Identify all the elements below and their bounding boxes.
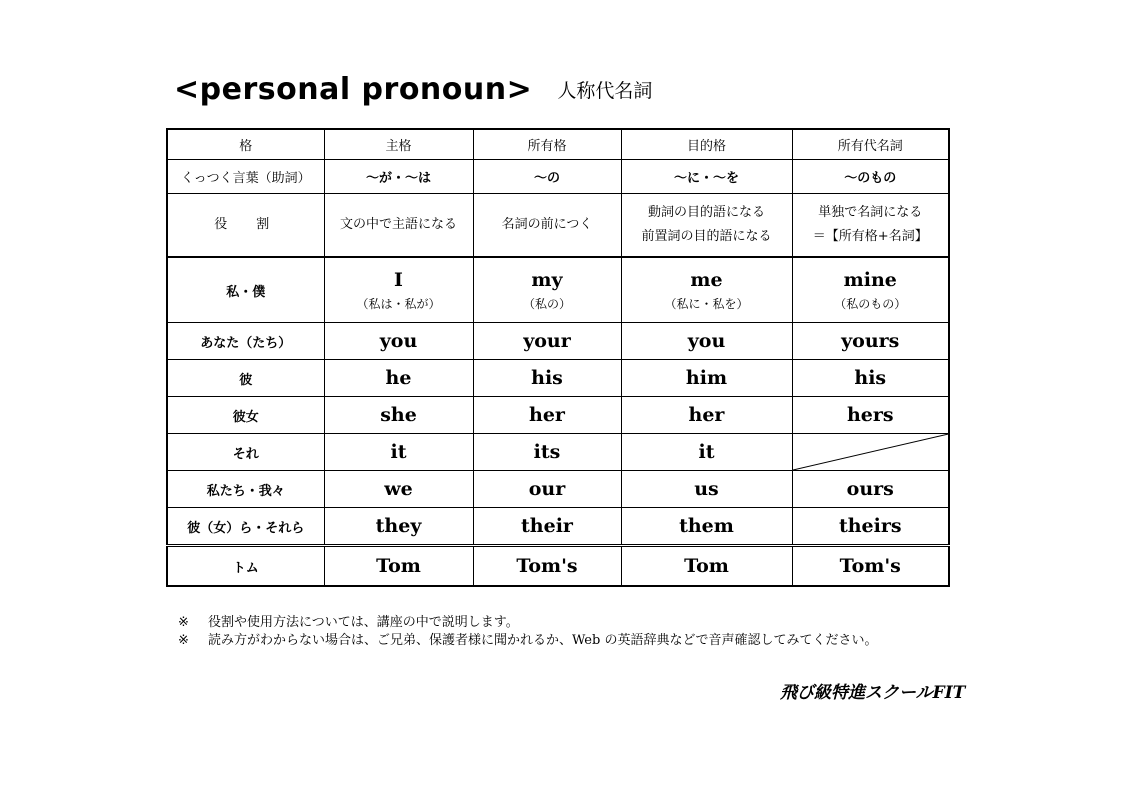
particle-cell: ～に・～を [621, 160, 792, 194]
empty-cell-diagonal [792, 434, 949, 471]
role-line: 名詞の前につく [501, 217, 593, 232]
pronoun-word: his [531, 367, 563, 389]
pronoun-word: ours [846, 478, 894, 500]
pronoun-row-we [167, 471, 949, 508]
header-row [167, 129, 949, 160]
pronoun-gloss: （私のもの） [834, 296, 907, 311]
pronoun-word: me [690, 268, 723, 291]
pronoun-word: he [385, 367, 412, 389]
pronoun-cell [473, 434, 621, 471]
pronoun-word: him [685, 367, 728, 389]
pronoun-gloss: （私に・私を） [664, 296, 749, 311]
pronoun-word: mine [843, 268, 897, 291]
role-label: 役 割 [167, 194, 324, 258]
header-objective: 目的格 [621, 129, 792, 160]
pronoun-cell [324, 508, 473, 546]
pronoun-cell [473, 546, 621, 587]
row-label: 私たち・我々 [167, 471, 324, 508]
particle-cell: ～のもの [792, 160, 949, 194]
pronoun-row-he [167, 360, 949, 397]
pronoun-row-it [167, 434, 949, 471]
pronoun-word: Tom [376, 555, 421, 577]
title-english: <personal pronoun> [174, 72, 533, 107]
pronoun-word: theirs [838, 515, 902, 537]
pronoun-row-they [167, 508, 949, 546]
pronoun-cell [324, 323, 473, 360]
row-label: 彼 [167, 360, 324, 397]
note-line [178, 614, 877, 632]
pronoun-cell [473, 360, 621, 397]
pronoun-cell [473, 471, 621, 508]
pronoun-word: its [533, 441, 561, 463]
pronoun-word: Tom [684, 555, 729, 577]
role-line: 文の中で主語になる [339, 217, 457, 232]
pronoun-gloss: （私は・私が） [356, 296, 441, 311]
note-line [178, 632, 877, 650]
pronoun-word: her [529, 404, 565, 426]
pronoun-cell [621, 546, 792, 587]
pronoun-word: their [521, 515, 573, 537]
pronoun-word: yours [841, 330, 900, 352]
row-label: トム [167, 546, 324, 587]
header-possessive-pronoun: 所有代名詞 [792, 129, 949, 160]
pronoun-word: my [531, 268, 563, 291]
pronoun-cell [792, 323, 949, 360]
pronoun-word: I [394, 268, 403, 291]
notes [178, 614, 877, 650]
pronoun-word: we [384, 478, 413, 500]
pronoun-cell [792, 360, 949, 397]
header-nominative: 主格 [324, 129, 473, 160]
header-case: 格 [167, 129, 324, 160]
role-line: 単独で名詞になる [818, 205, 923, 220]
row-label: 私・僕 [167, 257, 324, 323]
pronoun-cell [324, 360, 473, 397]
pronoun-row-i [167, 257, 949, 323]
particle-row [167, 160, 949, 194]
row-label: それ [167, 434, 324, 471]
title-japanese: 人称代名詞 [557, 80, 653, 102]
note-mark: ※ [178, 615, 189, 630]
page-title [174, 72, 652, 107]
pronoun-cell [621, 323, 792, 360]
pronoun-row-tom [167, 546, 949, 587]
pronoun-cell [792, 508, 949, 546]
role-cell [324, 194, 473, 258]
pronoun-cell [324, 257, 473, 323]
pronoun-cell [621, 471, 792, 508]
role-cell [792, 194, 949, 258]
pronoun-cell [621, 508, 792, 546]
pronoun-cell [324, 397, 473, 434]
pronoun-cell [324, 471, 473, 508]
row-label: 彼女 [167, 397, 324, 434]
pronoun-word: hers [846, 404, 894, 426]
pronoun-word: us [694, 478, 719, 500]
header-possessive: 所有格 [473, 129, 621, 160]
pronoun-word: our [528, 478, 566, 500]
pronoun-cell [621, 434, 792, 471]
particle-cell: ～が・～は [324, 160, 473, 194]
pronoun-row-you [167, 323, 949, 360]
note-text: 読み方がわからない場合は、ご兄弟、保護者様に聞かれるか、Web の英語辞典などで音声確認してみてください。 [208, 633, 878, 648]
pronoun-word: your [523, 330, 571, 352]
pronoun-table [166, 128, 950, 587]
pronoun-word: it [698, 441, 715, 463]
pronoun-cell [792, 471, 949, 508]
pronoun-word: them [679, 515, 734, 537]
pronoun-word: her [688, 404, 725, 426]
note-mark: ※ [178, 633, 189, 648]
pronoun-cell [473, 257, 621, 323]
pronoun-word: you [687, 330, 726, 352]
role-cell [621, 194, 792, 258]
role-line: 動詞の目的語になる [647, 205, 765, 220]
role-cell [473, 194, 621, 258]
pronoun-cell [621, 360, 792, 397]
note-text: 役割や使用方法については、講座の中で説明します。 [208, 615, 519, 630]
pronoun-cell [792, 397, 949, 434]
row-label: 彼（女）ら・それら [167, 508, 324, 546]
pronoun-cell [792, 546, 949, 587]
pronoun-cell [792, 257, 949, 323]
pronoun-cell [324, 434, 473, 471]
pronoun-word: you [379, 330, 418, 352]
school-brand: 飛び級特進スクールFIT [780, 683, 966, 703]
pronoun-cell [621, 397, 792, 434]
role-row [167, 194, 949, 258]
pronoun-cell [473, 323, 621, 360]
pronoun-word: his [854, 367, 887, 389]
diagonal-line-icon [793, 434, 949, 470]
pronoun-word: Tom's [516, 555, 578, 577]
pronoun-cell [473, 397, 621, 434]
particle-cell: ～の [473, 160, 621, 194]
pronoun-row-she [167, 397, 949, 434]
pronoun-cell [473, 508, 621, 546]
role-line: ＝【所有格+名詞】 [812, 229, 928, 244]
pronoun-word: they [375, 515, 422, 537]
pronoun-word: Tom's [839, 555, 901, 577]
pronoun-cell [621, 257, 792, 323]
pronoun-cell [324, 546, 473, 587]
pronoun-word: it [390, 441, 407, 463]
particle-label: くっつく言葉（助詞） [167, 160, 324, 194]
row-label: あなた（たち） [167, 323, 324, 360]
pronoun-gloss: （私の） [522, 296, 571, 311]
role-line: 前置詞の目的語になる [641, 229, 772, 244]
pronoun-word: she [380, 404, 417, 426]
